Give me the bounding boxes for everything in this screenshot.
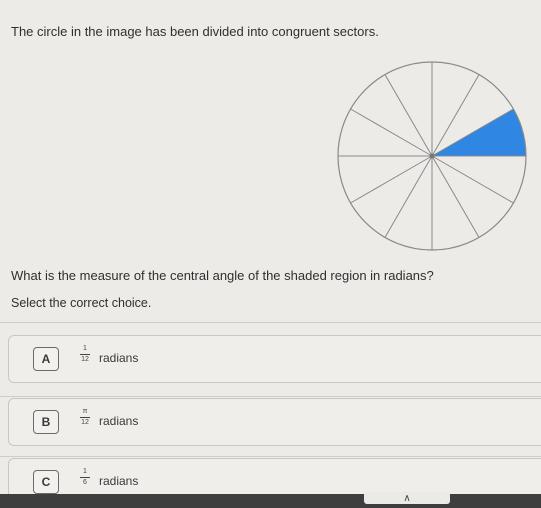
circle-diagram [334, 58, 530, 254]
sector-line [432, 156, 479, 237]
divider [0, 322, 541, 323]
divider [0, 396, 541, 397]
sector-line [385, 156, 432, 237]
choice-c-denominator: 6 [83, 479, 87, 486]
choice-b-numerator: π [82, 408, 88, 415]
choice-a-badge: A [33, 347, 59, 371]
choice-b-badge: B [33, 410, 59, 434]
choice-b[interactable] [8, 398, 541, 446]
choice-b-fraction [79, 408, 91, 427]
choice-a-denominator: 12 [81, 356, 89, 363]
center-point [430, 154, 435, 159]
scroll-up-button[interactable] [364, 492, 450, 504]
choice-c-fraction [79, 468, 91, 487]
choice-c-label: radians [99, 474, 139, 488]
choice-c-numerator: 1 [83, 468, 87, 475]
sector-line [385, 75, 432, 156]
question-text: What is the measure of the central angle of the shaded region in radians? [11, 268, 434, 283]
sector-line [351, 109, 432, 156]
choice-a-label: radians [99, 351, 139, 365]
choice-c-badge: C [33, 470, 59, 494]
chevron-up-icon: ∧ [403, 492, 411, 504]
divider [0, 456, 541, 457]
choice-a-fraction [79, 345, 91, 364]
prompt-text: The circle in the image has been divided into congruent sectors. [11, 24, 379, 39]
sector-line [351, 156, 432, 203]
sector-line [432, 156, 513, 203]
instruction-text: Select the correct choice. [11, 296, 152, 310]
choice-a[interactable] [8, 335, 541, 383]
choice-a-numerator: 1 [83, 345, 87, 352]
bottom-bar [0, 494, 541, 508]
choice-b-label: radians [99, 414, 139, 428]
choice-b-denominator: 12 [81, 419, 89, 426]
